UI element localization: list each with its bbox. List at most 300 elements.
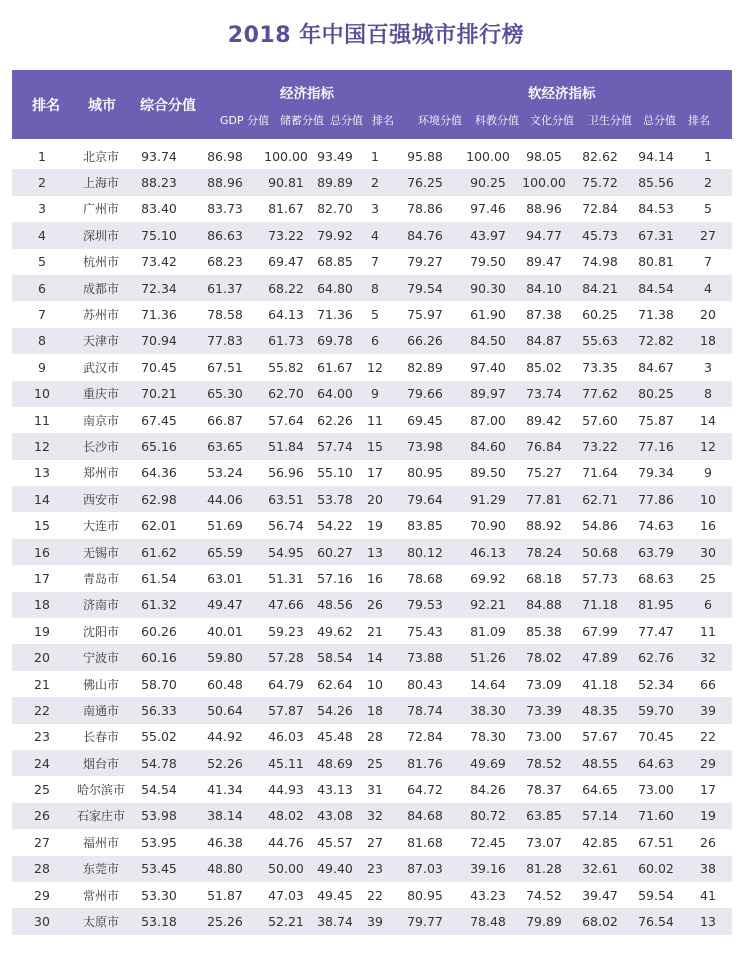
cell-composite-score: 58.70 (130, 671, 188, 697)
cell-composite-score: 93.74 (130, 143, 188, 169)
cell-economic-total: 61.67 (310, 354, 360, 380)
header-economic-rank: 排名 (372, 114, 394, 127)
cell-economic-total: 48.56 (310, 592, 360, 618)
cell-soft-total: 60.02 (628, 856, 684, 882)
cell-education-score: 78.30 (460, 724, 516, 750)
cell-environment-score: 66.26 (390, 328, 460, 354)
cell-gdp-score: 61.37 (188, 275, 262, 301)
cell-composite-score: 70.45 (130, 354, 188, 380)
cell-culture-score: 77.81 (516, 486, 572, 512)
cell-culture-score: 89.42 (516, 407, 572, 433)
cell-soft-total: 59.70 (628, 697, 684, 723)
cell-gdp-score: 77.83 (188, 328, 262, 354)
cell-soft-rank: 9 (684, 460, 732, 486)
cell-health-score: 73.22 (572, 433, 628, 459)
cell-culture-score: 78.37 (516, 776, 572, 802)
cell-savings-score: 51.31 (262, 565, 310, 591)
cell-environment-score: 81.68 (390, 829, 460, 855)
cell-environment-score: 83.85 (390, 512, 460, 538)
cell-health-score: 73.35 (572, 354, 628, 380)
cell-savings-score: 63.51 (262, 486, 310, 512)
cell-economic-total: 57.16 (310, 565, 360, 591)
cell-economic-rank: 1 (360, 143, 390, 169)
cell-soft-rank: 18 (684, 328, 732, 354)
cell-rank: 17 (12, 565, 72, 591)
cell-health-score: 48.35 (572, 697, 628, 723)
cell-savings-score: 47.03 (262, 882, 310, 908)
cell-culture-score: 73.09 (516, 671, 572, 697)
cell-city: 广州市 (72, 196, 130, 222)
cell-rank: 4 (12, 222, 72, 248)
cell-health-score: 77.62 (572, 381, 628, 407)
cell-soft-rank: 29 (684, 750, 732, 776)
cell-rank: 18 (12, 592, 72, 618)
cell-rank: 21 (12, 671, 72, 697)
cell-gdp-score: 65.30 (188, 381, 262, 407)
cell-health-score: 57.14 (572, 803, 628, 829)
cell-environment-score: 82.89 (390, 354, 460, 380)
cell-health-score: 54.86 (572, 512, 628, 538)
cell-composite-score: 53.98 (130, 803, 188, 829)
cell-savings-score: 44.93 (262, 776, 310, 802)
cell-soft-total: 84.53 (628, 196, 684, 222)
cell-economic-total: 60.27 (310, 539, 360, 565)
cell-composite-score: 53.95 (130, 829, 188, 855)
cell-soft-rank: 25 (684, 565, 732, 591)
cell-education-score: 84.50 (460, 328, 516, 354)
ranking-table (12, 143, 732, 935)
cell-economic-total: 79.92 (310, 222, 360, 248)
cell-gdp-score: 59.80 (188, 644, 262, 670)
cell-education-score: 89.50 (460, 460, 516, 486)
cell-culture-score: 87.38 (516, 301, 572, 327)
cell-culture-score: 89.47 (516, 249, 572, 275)
cell-health-score: 32.61 (572, 856, 628, 882)
cell-culture-score: 84.88 (516, 592, 572, 618)
table-row (12, 301, 732, 327)
cell-soft-total: 70.45 (628, 724, 684, 750)
header-economic-total: 总分值 (330, 114, 363, 127)
cell-health-score: 64.65 (572, 776, 628, 802)
header-rank: 排名 (32, 98, 60, 114)
cell-rank: 10 (12, 381, 72, 407)
cell-gdp-score: 25.26 (188, 908, 262, 934)
cell-soft-rank: 38 (684, 856, 732, 882)
cell-soft-total: 72.82 (628, 328, 684, 354)
cell-environment-score: 75.97 (390, 301, 460, 327)
cell-gdp-score: 65.59 (188, 539, 262, 565)
cell-culture-score: 75.27 (516, 460, 572, 486)
cell-savings-score: 47.66 (262, 592, 310, 618)
cell-education-score: 80.72 (460, 803, 516, 829)
cell-soft-total: 71.38 (628, 301, 684, 327)
cell-savings-score: 73.22 (262, 222, 310, 248)
cell-savings-score: 57.64 (262, 407, 310, 433)
cell-economic-rank: 3 (360, 196, 390, 222)
cell-city: 青岛市 (72, 565, 130, 591)
cell-environment-score: 87.03 (390, 856, 460, 882)
cell-soft-total: 52.34 (628, 671, 684, 697)
cell-soft-rank: 19 (684, 803, 732, 829)
table-row (12, 249, 732, 275)
cell-environment-score: 80.12 (390, 539, 460, 565)
table-row (12, 169, 732, 195)
cell-soft-rank: 20 (684, 301, 732, 327)
cell-composite-score: 60.16 (130, 644, 188, 670)
cell-rank: 7 (12, 301, 72, 327)
cell-city: 大连市 (72, 512, 130, 538)
cell-savings-score: 59.23 (262, 618, 310, 644)
cell-culture-score: 98.05 (516, 143, 572, 169)
cell-soft-total: 67.31 (628, 222, 684, 248)
cell-culture-score: 68.18 (516, 565, 572, 591)
cell-rank: 15 (12, 512, 72, 538)
cell-economic-total: 62.64 (310, 671, 360, 697)
table-row (12, 512, 732, 538)
cell-soft-rank: 8 (684, 381, 732, 407)
cell-soft-total: 84.67 (628, 354, 684, 380)
cell-rank: 11 (12, 407, 72, 433)
cell-economic-total: 38.74 (310, 908, 360, 934)
cell-environment-score: 79.66 (390, 381, 460, 407)
cell-rank: 1 (12, 143, 72, 169)
cell-soft-total: 77.86 (628, 486, 684, 512)
cell-health-score: 47.89 (572, 644, 628, 670)
cell-savings-score: 90.81 (262, 169, 310, 195)
cell-economic-rank: 28 (360, 724, 390, 750)
cell-economic-total: 69.78 (310, 328, 360, 354)
cell-composite-score: 53.30 (130, 882, 188, 908)
cell-education-score: 84.26 (460, 776, 516, 802)
cell-rank: 8 (12, 328, 72, 354)
table-row (12, 460, 732, 486)
table-row (12, 592, 732, 618)
cell-education-score: 78.48 (460, 908, 516, 934)
cell-health-score: 75.72 (572, 169, 628, 195)
cell-education-score: 14.64 (460, 671, 516, 697)
cell-economic-rank: 20 (360, 486, 390, 512)
cell-soft-rank: 10 (684, 486, 732, 512)
table-row (12, 486, 732, 512)
cell-economic-rank: 11 (360, 407, 390, 433)
cell-gdp-score: 51.69 (188, 512, 262, 538)
cell-economic-total: 58.54 (310, 644, 360, 670)
cell-education-score: 100.00 (460, 143, 516, 169)
cell-environment-score: 78.86 (390, 196, 460, 222)
cell-culture-score: 73.07 (516, 829, 572, 855)
cell-gdp-score: 46.38 (188, 829, 262, 855)
cell-environment-score: 79.27 (390, 249, 460, 275)
cell-health-score: 57.60 (572, 407, 628, 433)
cell-savings-score: 61.73 (262, 328, 310, 354)
cell-environment-score: 79.53 (390, 592, 460, 618)
cell-gdp-score: 51.87 (188, 882, 262, 908)
cell-composite-score: 72.34 (130, 275, 188, 301)
cell-city: 太原市 (72, 908, 130, 934)
cell-economic-total: 68.85 (310, 249, 360, 275)
cell-savings-score: 51.84 (262, 433, 310, 459)
cell-soft-total: 79.34 (628, 460, 684, 486)
cell-city: 上海市 (72, 169, 130, 195)
cell-composite-score: 83.40 (130, 196, 188, 222)
cell-savings-score: 57.87 (262, 697, 310, 723)
cell-environment-score: 78.68 (390, 565, 460, 591)
cell-city: 福州市 (72, 829, 130, 855)
cell-gdp-score: 60.48 (188, 671, 262, 697)
cell-rank: 19 (12, 618, 72, 644)
cell-economic-rank: 25 (360, 750, 390, 776)
cell-culture-score: 78.02 (516, 644, 572, 670)
cell-economic-rank: 12 (360, 354, 390, 380)
cell-education-score: 90.25 (460, 169, 516, 195)
cell-soft-rank: 12 (684, 433, 732, 459)
cell-rank: 20 (12, 644, 72, 670)
cell-education-score: 49.69 (460, 750, 516, 776)
cell-composite-score: 54.54 (130, 776, 188, 802)
cell-culture-score: 94.77 (516, 222, 572, 248)
cell-culture-score: 85.02 (516, 354, 572, 380)
cell-environment-score: 78.74 (390, 697, 460, 723)
cell-soft-rank: 11 (684, 618, 732, 644)
header-economic-group: 经济指标 (280, 86, 334, 102)
cell-savings-score: 62.70 (262, 381, 310, 407)
cell-economic-rank: 6 (360, 328, 390, 354)
cell-savings-score: 52.21 (262, 908, 310, 934)
cell-gdp-score: 63.65 (188, 433, 262, 459)
cell-culture-score: 81.28 (516, 856, 572, 882)
cell-education-score: 97.46 (460, 196, 516, 222)
cell-rank: 13 (12, 460, 72, 486)
cell-economic-rank: 10 (360, 671, 390, 697)
table-row (12, 671, 732, 697)
cell-soft-total: 67.51 (628, 829, 684, 855)
cell-savings-score: 57.28 (262, 644, 310, 670)
cell-soft-rank: 26 (684, 829, 732, 855)
cell-culture-score: 78.52 (516, 750, 572, 776)
cell-culture-score: 88.92 (516, 512, 572, 538)
cell-economic-total: 49.40 (310, 856, 360, 882)
cell-health-score: 62.71 (572, 486, 628, 512)
cell-rank: 3 (12, 196, 72, 222)
cell-culture-score: 63.85 (516, 803, 572, 829)
cell-soft-rank: 41 (684, 882, 732, 908)
table-row (12, 618, 732, 644)
cell-city: 西安市 (72, 486, 130, 512)
cell-soft-rank: 7 (684, 249, 732, 275)
cell-rank: 5 (12, 249, 72, 275)
cell-economic-total: 43.08 (310, 803, 360, 829)
cell-soft-rank: 30 (684, 539, 732, 565)
cell-rank: 27 (12, 829, 72, 855)
cell-economic-rank: 17 (360, 460, 390, 486)
cell-education-score: 72.45 (460, 829, 516, 855)
cell-economic-rank: 19 (360, 512, 390, 538)
header-gdp-score: GDP 分值 (220, 114, 270, 127)
table-row (12, 275, 732, 301)
cell-composite-score: 75.10 (130, 222, 188, 248)
cell-education-score: 51.26 (460, 644, 516, 670)
cell-rank: 24 (12, 750, 72, 776)
cell-composite-score: 73.42 (130, 249, 188, 275)
cell-city: 重庆市 (72, 381, 130, 407)
cell-composite-score: 61.54 (130, 565, 188, 591)
cell-city: 无锡市 (72, 539, 130, 565)
cell-economic-rank: 9 (360, 381, 390, 407)
header-city: 城市 (88, 98, 116, 114)
cell-environment-score: 75.43 (390, 618, 460, 644)
cell-culture-score: 76.84 (516, 433, 572, 459)
cell-education-score: 87.00 (460, 407, 516, 433)
cell-soft-total: 85.56 (628, 169, 684, 195)
cell-soft-rank: 22 (684, 724, 732, 750)
cell-composite-score: 62.98 (130, 486, 188, 512)
cell-city: 长沙市 (72, 433, 130, 459)
cell-economic-rank: 39 (360, 908, 390, 934)
table-row (12, 750, 732, 776)
cell-city: 南通市 (72, 697, 130, 723)
cell-soft-total: 71.60 (628, 803, 684, 829)
cell-rank: 29 (12, 882, 72, 908)
cell-soft-rank: 27 (684, 222, 732, 248)
cell-culture-score: 78.24 (516, 539, 572, 565)
cell-soft-rank: 3 (684, 354, 732, 380)
cell-soft-total: 81.95 (628, 592, 684, 618)
cell-education-score: 69.92 (460, 565, 516, 591)
cell-health-score: 45.73 (572, 222, 628, 248)
cell-city: 东莞市 (72, 856, 130, 882)
cell-soft-rank: 16 (684, 512, 732, 538)
cell-economic-rank: 31 (360, 776, 390, 802)
cell-environment-score: 95.88 (390, 143, 460, 169)
cell-economic-rank: 32 (360, 803, 390, 829)
cell-environment-score: 79.54 (390, 275, 460, 301)
cell-composite-score: 64.36 (130, 460, 188, 486)
cell-city: 武汉市 (72, 354, 130, 380)
cell-gdp-score: 66.87 (188, 407, 262, 433)
cell-environment-score: 84.76 (390, 222, 460, 248)
cell-health-score: 55.63 (572, 328, 628, 354)
cell-education-score: 39.16 (460, 856, 516, 882)
cell-savings-score: 81.67 (262, 196, 310, 222)
cell-rank: 9 (12, 354, 72, 380)
cell-rank: 16 (12, 539, 72, 565)
cell-composite-score: 55.02 (130, 724, 188, 750)
cell-soft-total: 74.63 (628, 512, 684, 538)
cell-environment-score: 79.64 (390, 486, 460, 512)
cell-health-score: 68.02 (572, 908, 628, 934)
cell-gdp-score: 86.63 (188, 222, 262, 248)
cell-economic-rank: 16 (360, 565, 390, 591)
cell-culture-score: 88.96 (516, 196, 572, 222)
cell-education-score: 91.29 (460, 486, 516, 512)
cell-economic-total: 57.74 (310, 433, 360, 459)
cell-education-score: 84.60 (460, 433, 516, 459)
cell-economic-rank: 4 (360, 222, 390, 248)
cell-education-score: 92.21 (460, 592, 516, 618)
cell-city: 杭州市 (72, 249, 130, 275)
cell-economic-total: 55.10 (310, 460, 360, 486)
cell-rank: 12 (12, 433, 72, 459)
cell-city: 郑州市 (72, 460, 130, 486)
cell-health-score: 71.64 (572, 460, 628, 486)
cell-city: 常州市 (72, 882, 130, 908)
cell-city: 济南市 (72, 592, 130, 618)
cell-gdp-score: 83.73 (188, 196, 262, 222)
cell-rank: 30 (12, 908, 72, 934)
cell-soft-total: 80.25 (628, 381, 684, 407)
cell-savings-score: 64.79 (262, 671, 310, 697)
cell-economic-total: 45.48 (310, 724, 360, 750)
cell-soft-rank: 17 (684, 776, 732, 802)
cell-soft-rank: 66 (684, 671, 732, 697)
cell-education-score: 43.97 (460, 222, 516, 248)
header-savings-score: 储蓄分值 (280, 114, 324, 127)
header-culture-score: 文化分值 (530, 114, 574, 127)
cell-savings-score: 54.95 (262, 539, 310, 565)
cell-economic-total: 53.78 (310, 486, 360, 512)
cell-city: 哈尔滨市 (72, 776, 130, 802)
cell-city: 长春市 (72, 724, 130, 750)
cell-economic-rank: 5 (360, 301, 390, 327)
cell-composite-score: 53.18 (130, 908, 188, 934)
cell-gdp-score: 67.51 (188, 354, 262, 380)
cell-city: 沈阳市 (72, 618, 130, 644)
cell-health-score: 67.99 (572, 618, 628, 644)
cell-savings-score: 69.47 (262, 249, 310, 275)
cell-gdp-score: 44.92 (188, 724, 262, 750)
table-row (12, 882, 732, 908)
cell-savings-score: 44.76 (262, 829, 310, 855)
cell-economic-rank: 15 (360, 433, 390, 459)
cell-soft-total: 75.87 (628, 407, 684, 433)
cell-culture-score: 84.87 (516, 328, 572, 354)
table-row (12, 724, 732, 750)
cell-education-score: 81.09 (460, 618, 516, 644)
table-header (12, 70, 732, 139)
cell-gdp-score: 68.23 (188, 249, 262, 275)
cell-economic-rank: 23 (360, 856, 390, 882)
cell-rank: 23 (12, 724, 72, 750)
cell-health-score: 72.84 (572, 196, 628, 222)
table-row (12, 644, 732, 670)
cell-soft-total: 84.54 (628, 275, 684, 301)
cell-savings-score: 68.22 (262, 275, 310, 301)
cell-economic-rank: 7 (360, 249, 390, 275)
cell-soft-total: 80.81 (628, 249, 684, 275)
cell-environment-score: 76.25 (390, 169, 460, 195)
cell-rank: 26 (12, 803, 72, 829)
cell-city: 宁波市 (72, 644, 130, 670)
cell-gdp-score: 50.64 (188, 697, 262, 723)
cell-environment-score: 81.76 (390, 750, 460, 776)
cell-economic-total: 54.26 (310, 697, 360, 723)
cell-composite-score: 65.16 (130, 433, 188, 459)
table-row (12, 433, 732, 459)
cell-rank: 25 (12, 776, 72, 802)
cell-gdp-score: 63.01 (188, 565, 262, 591)
table-row (12, 143, 732, 169)
cell-savings-score: 50.00 (262, 856, 310, 882)
cell-city: 石家庄市 (72, 803, 130, 829)
table-row (12, 803, 732, 829)
cell-health-score: 71.18 (572, 592, 628, 618)
cell-health-score: 57.73 (572, 565, 628, 591)
cell-economic-total: 62.26 (310, 407, 360, 433)
cell-gdp-score: 48.80 (188, 856, 262, 882)
cell-economic-rank: 27 (360, 829, 390, 855)
cell-education-score: 97.40 (460, 354, 516, 380)
cell-economic-total: 93.49 (310, 143, 360, 169)
